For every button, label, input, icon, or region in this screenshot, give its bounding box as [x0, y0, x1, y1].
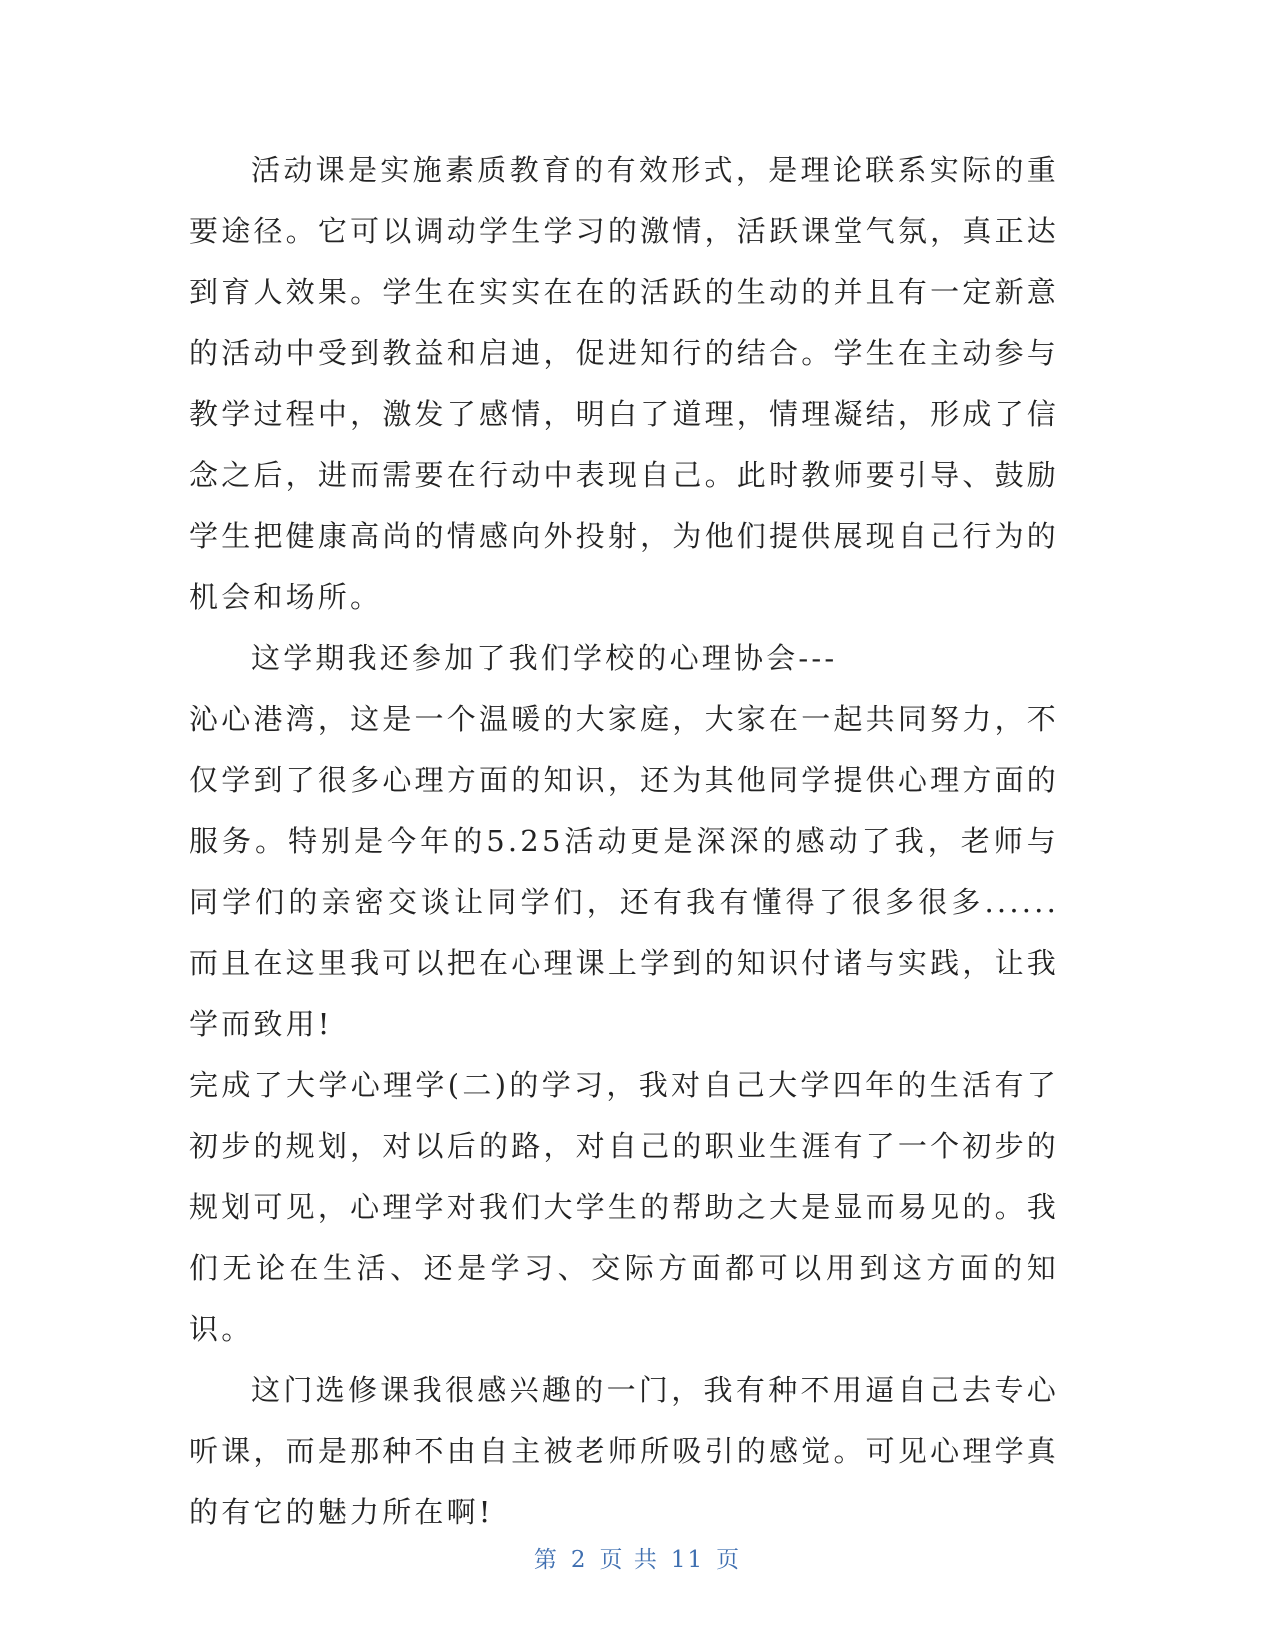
paragraph-qinxin-harbor: 沁心港湾，这是一个温暖的大家庭，大家在一起共同努力，不仅学到了很多心理方面的知识，还为其他同学提供心理方面的服务。特别是今年的5.25活动更是深深的感动了我，老师与同学们的亲密交谈让同学们，还有我有懂得了很多很多......而且在这里我可以把在心理课上学到的知识付诸与实践，让我学而致用! — [189, 702, 1059, 1041]
paragraph-psychology-association-intro: 这学期我还参加了我们学校的心理协会--- — [251, 641, 838, 675]
footer-middle: 页 共 — [599, 1547, 659, 1573]
paragraph-activity-course: 活动课是实施素质教育的有效形式，是理论联系实际的重要途径。它可以调动学生学习的激情，活跃课堂气氛，真正达到育人效果。学生在实实在在的活跃的生动的并且有一定新意的活动中受到教益和启迪，促进知行的结合。学生在主动参与教学过程中，激发了感情，明白了道理，情理凝结，形成了信念之后，进而需要在行动中表现自己。此时教师要引导、鼓励学生把健康高尚的情感向外投射，为他们提供展现自己行为的机会和场所。 — [189, 153, 1059, 614]
paragraph-university-psychology: 完成了大学心理学(二)的学习，我对自己大学四年的生活有了初步的规划，对以后的路，对自己的职业生涯有了一个初步的规划可见，心理学对我们大学生的帮助之大是显而易见的。我们无论在生活、还是学习、交际方面都可以用到这方面的知识。 — [189, 1068, 1059, 1346]
footer-current-page: 2 — [570, 1547, 588, 1573]
footer-prefix: 第 — [533, 1547, 559, 1573]
paragraph-elective-course: 这门选修课我很感兴趣的一门，我有种不用逼自己去专心听课，而是那种不由自主被老师所吸引的感觉。可见心理学真的有它的魅力所在啊! — [189, 1373, 1059, 1529]
footer-total-pages: 11 — [670, 1547, 705, 1573]
page-number-footer — [0, 1541, 1275, 1574]
footer-suffix: 页 — [716, 1547, 742, 1573]
document-body — [189, 140, 1059, 1543]
